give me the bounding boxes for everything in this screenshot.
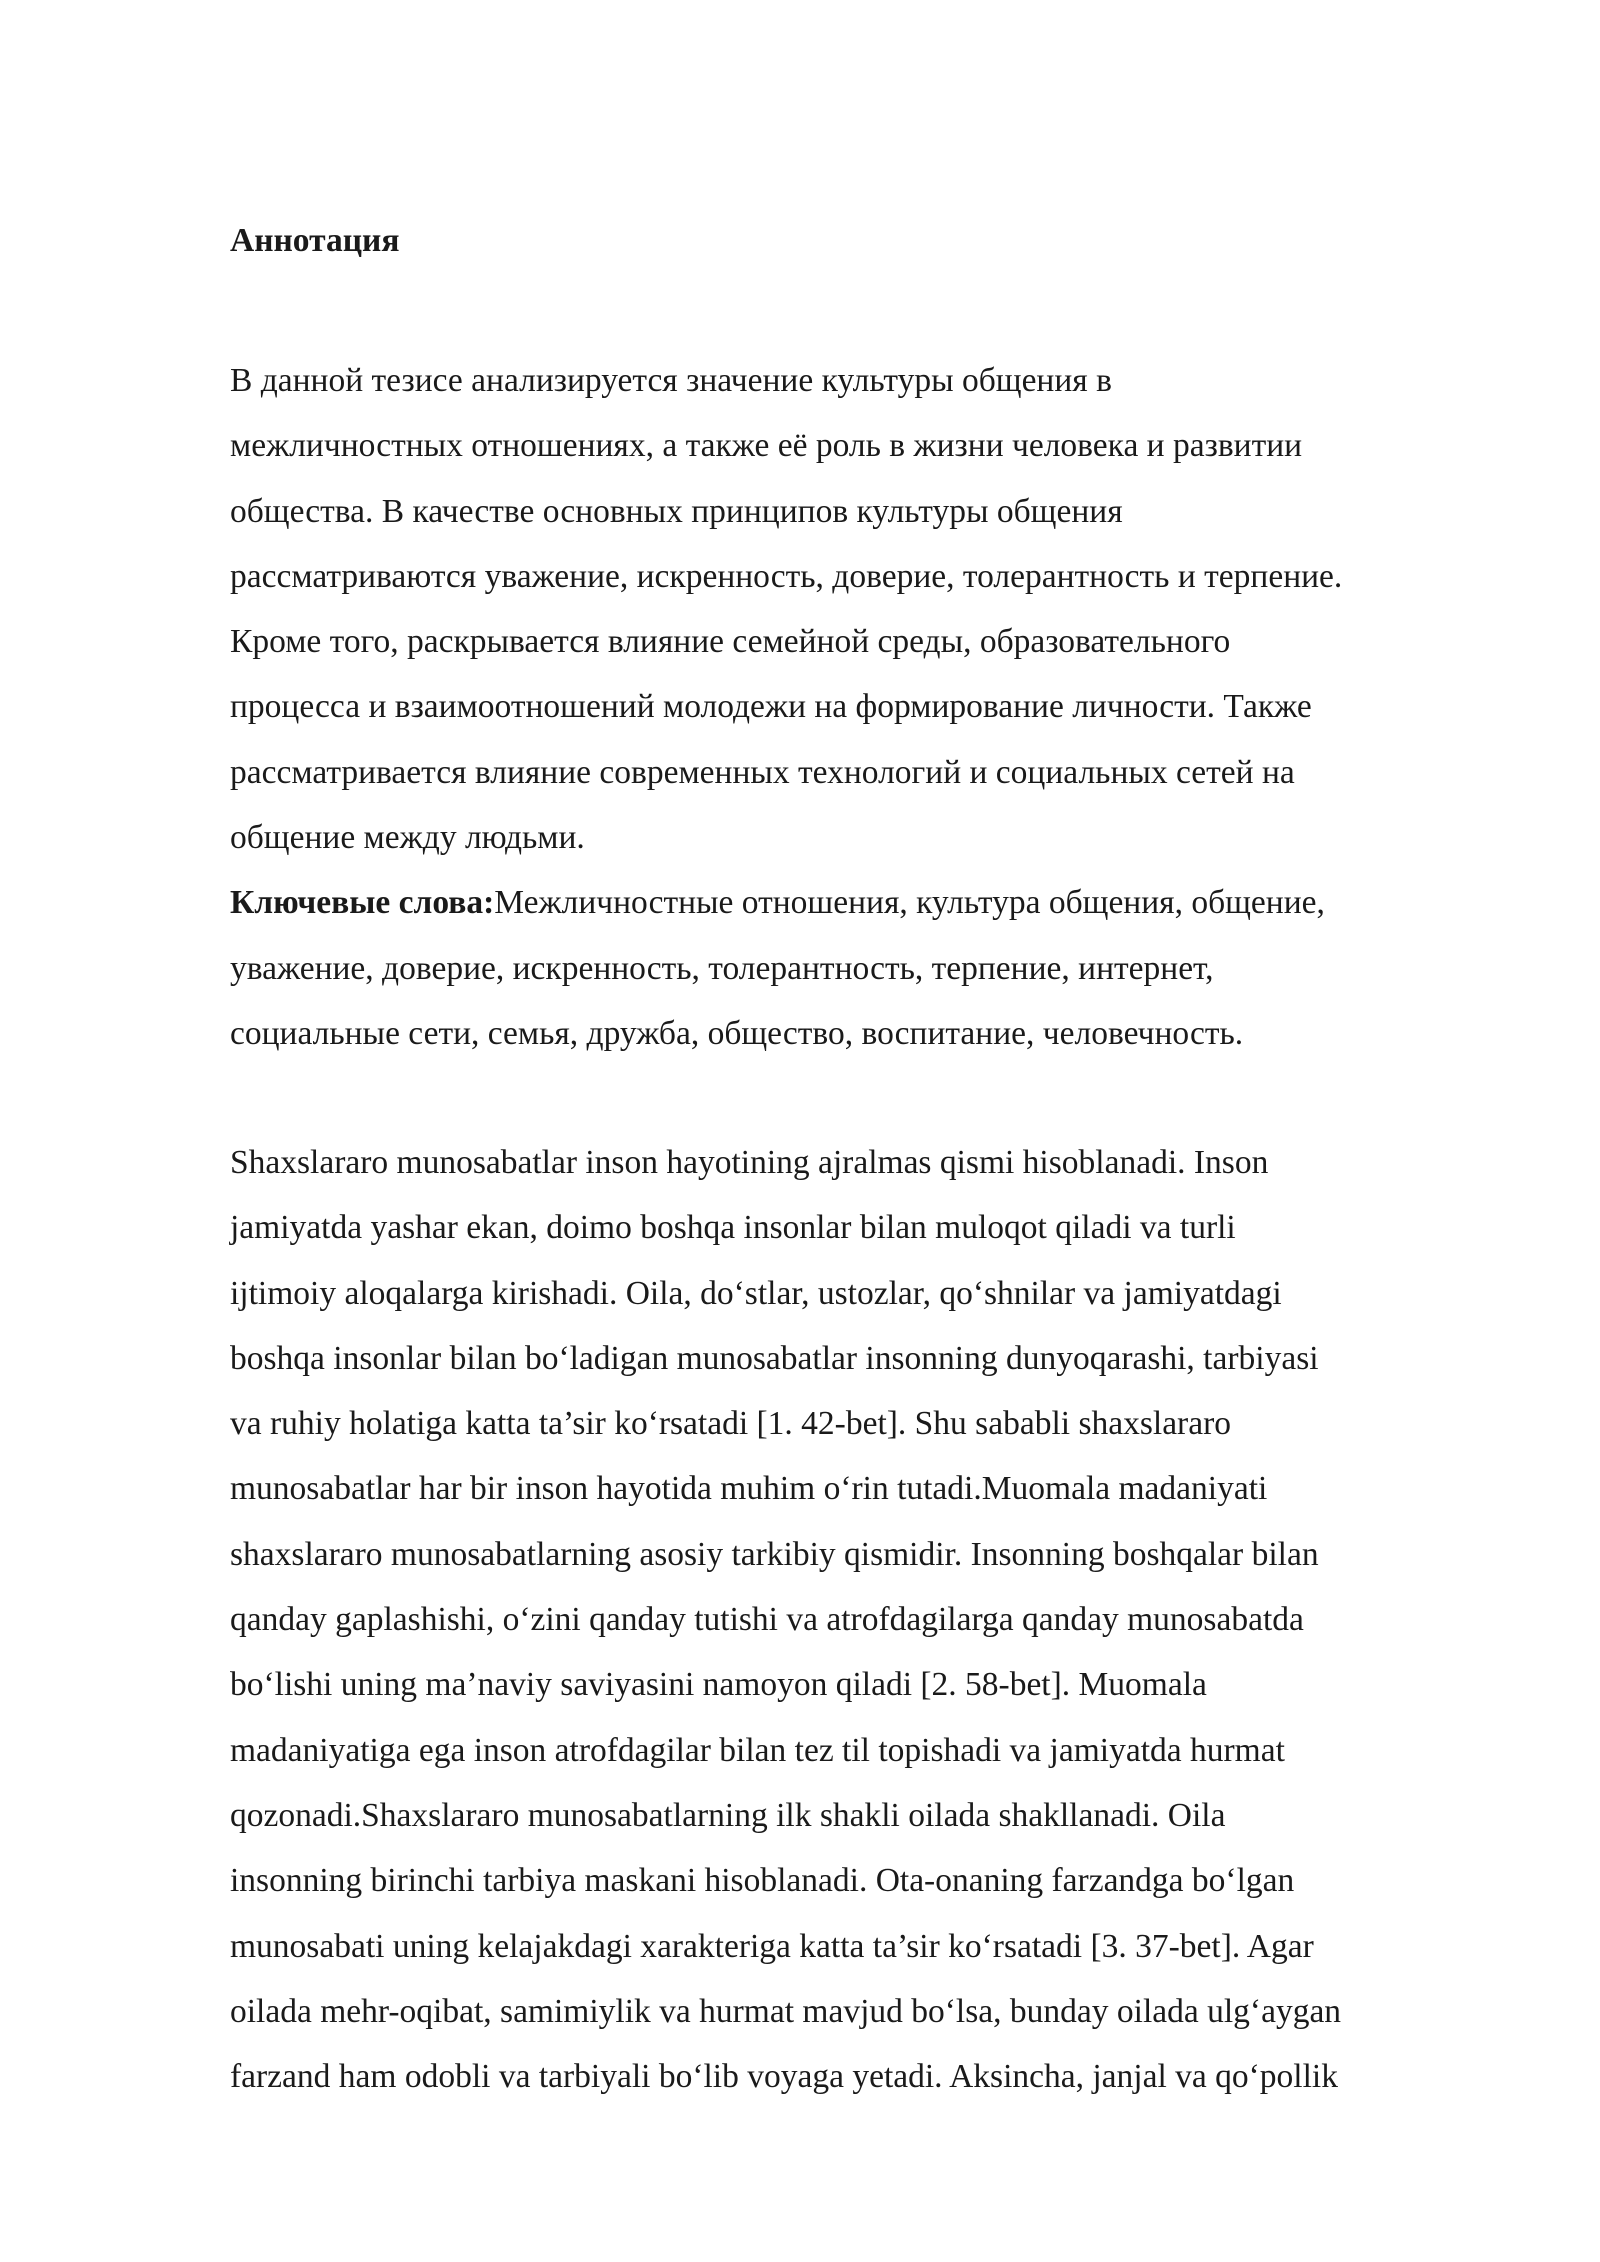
annotation-line: рассматривается влияние современных технологий и социальных сетей на	[230, 753, 1295, 791]
body-line: qanday gaplashishi, o‘zini qanday tutishi va atrofdagilarga qanday munosabatda	[230, 1601, 1304, 1639]
keywords-line: социальные сети, семья, дружба, общество, воспитание, человечность.	[230, 1014, 1244, 1052]
body-line: qozonadi.Shaxslararo munosabatlarning ilk shakli oilada shakllanadi. Oila	[230, 1796, 1226, 1834]
keywords-text: Межличностные отношения, культура общения, общение,	[494, 884, 1325, 922]
annotation-line: процесса и взаимоотношений молодежи на формирование личности. Также	[230, 688, 1312, 726]
annotation-line: общества. В качестве основных принципов культуры общения	[230, 492, 1123, 530]
body-line: madaniyatiga ega inson atrofdagilar bilan tez til topishadi va jamiyatda hurmat	[230, 1731, 1285, 1769]
body-line: insonning birinchi tarbiya maskani hisoblanadi. Ota-onaning farzandga bo‘lgan	[230, 1862, 1295, 1900]
keywords-label: Ключевые слова:	[230, 884, 495, 922]
body-line: oilada mehr-oqibat, samimiylik va hurmat mavjud bo‘lsa, bunday oilada ulg‘aygan	[230, 1992, 1342, 2030]
body-line: munosabatlar har bir inson hayotida muhim o‘rin tutadi.Muomala madaniyati	[230, 1470, 1268, 1508]
keywords-line: уважение, доверие, искренность, толерантность, терпение, интернет,	[230, 949, 1214, 987]
body-line: munosabati uning kelajakdagi xarakteriga katta ta’sir ko‘rsatadi [3. 37-bet]. Agar	[230, 1927, 1314, 1965]
body-paragraph	[230, 1130, 1510, 2109]
body-line: jamiyatda yashar ekan, doimo boshqa insonlar bilan muloqot qiladi va turli	[230, 1209, 1236, 1247]
annotation-line: В данной тезисе анализируется значение культуры общения в	[230, 362, 1112, 399]
annotation-line: межличностных отношениях, а также её роль в жизни человека и развитии	[230, 427, 1303, 465]
body-line: ijtimoiy aloqalarga kirishadi. Oila, do‘stlar, ustozlar, qo‘shnilar va jamiyatdagi	[230, 1274, 1282, 1312]
annotation-line: Кроме того, раскрывается влияние семейной среды, образовательного	[230, 623, 1231, 661]
annotation-line: рассматриваются уважение, искренность, доверие, толерантность и терпение.	[230, 557, 1343, 595]
body-line: va ruhiy holatiga katta ta’sir ko‘rsatadi [1. 42-bet]. Shu sababli shaxslararo	[230, 1405, 1231, 1443]
body-line: farzand ham odobli va tarbiyali bo‘lib voyaga yetadi. Aksincha, janjal va qo‘pollik	[230, 2058, 1338, 2096]
body-line: boshqa insonlar bilan bo‘ladigan munosabatlar insonning dunyoqarashi, tarbiyasi	[230, 1339, 1319, 1377]
body-line: Shaxslararo munosabatlar inson hayotining ajralmas qismi hisoblanadi. Inson	[230, 1144, 1269, 1181]
body-line: bo‘lishi uning ma’naviy saviyasini namoyon qiladi [2. 58-bet]. Muomala	[230, 1666, 1207, 1704]
body-line: shaxslararo munosabatlarning asosiy tarkibiy qismidir. Insonning boshqalar bilan	[230, 1535, 1319, 1573]
heading-text: Аннотация	[230, 222, 400, 259]
keywords-line	[230, 870, 1510, 935]
annotation-line: общение между людьми.	[230, 819, 585, 857]
annotation-paragraph	[230, 348, 1510, 1066]
annotation-heading	[230, 218, 1510, 264]
